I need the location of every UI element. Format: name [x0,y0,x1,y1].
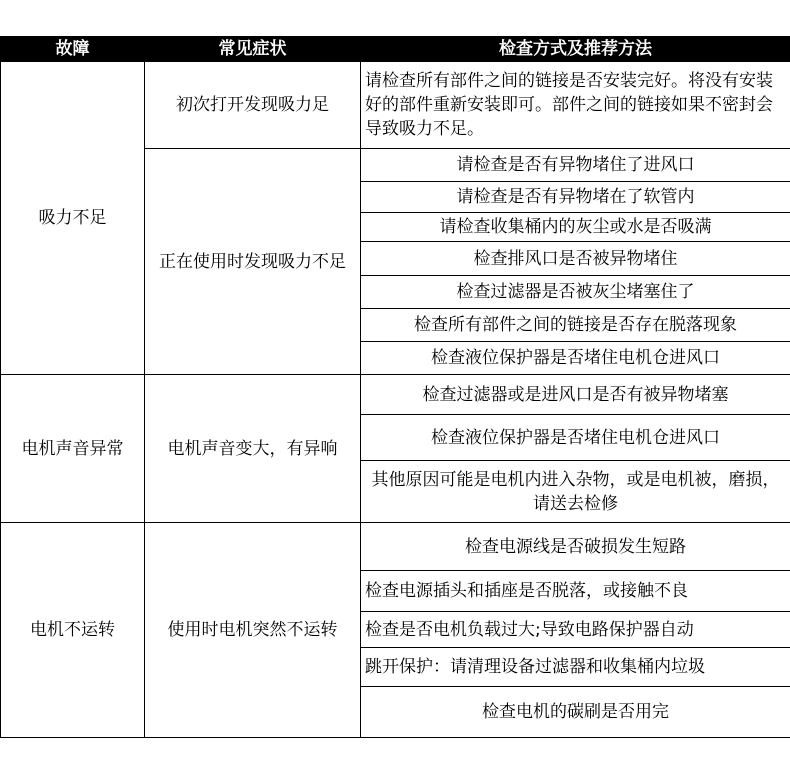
table-row [1,523,790,571]
symptom-cell: 正在使用时发现吸力不足 [145,149,361,375]
symptom-cell: 使用时电机突然不运转 [145,523,361,738]
method-cell: 请检查是否有异物堵在了软管内 [361,182,790,213]
method-cell: 检查是否电机负载过大;导致电路保护器自动 [361,612,790,648]
method-cell: 检查液位保护器是否堵住电机仓进风口 [361,415,790,461]
method-cell: 跳开保护：请清理设备过滤器和收集桶内垃圾 [361,648,790,687]
method-cell: 其他原因可能是电机内进入杂物，或是电机被，磨损，请送去检修 [361,461,790,523]
header-symptom: 常见症状 [145,37,361,62]
method-cell: 检查电源插头和插座是否脱落，或接触不良 [361,571,790,612]
method-cell: 检查液位保护器是否堵住电机仓进风口 [361,342,790,375]
symptom-cell: 初次打开发现吸力足 [145,62,361,149]
method-cell: 请检查是否有异物堵住了进风口 [361,149,790,182]
method-cell: 检查排风口是否被异物堵住 [361,242,790,276]
header-fault: 故障 [1,37,145,62]
header-method: 检查方式及推荐方法 [361,37,790,62]
fault-table [0,36,790,738]
fault-cell: 电机不运转 [1,523,145,738]
table-header-row [1,37,790,62]
table-row [1,375,790,415]
method-cell: 检查电源线是否破损发生短路 [361,523,790,571]
table-row [1,62,790,149]
method-cell: 请检查收集桶内的灰尘或水是否吸满 [361,213,790,242]
fault-cell: 电机声音异常 [1,375,145,523]
method-cell: 检查电机的碳刷是否用完 [361,687,790,738]
method-cell: 检查过滤器或是进风口是否有被异物堵塞 [361,375,790,415]
method-cell: 检查过滤器是否被灰尘堵塞住了 [361,276,790,309]
method-cell: 检查所有部件之间的链接是否存在脱落现象 [361,309,790,342]
symptom-cell: 电机声音变大，有异响 [145,375,361,523]
fault-cell: 吸力不足 [1,62,145,375]
method-cell: 请检查所有部件之间的链接是否安装完好。将没有安装好的部件重新安装即可。部件之间的链接如果不密封会导致吸力不足。 [361,62,790,149]
